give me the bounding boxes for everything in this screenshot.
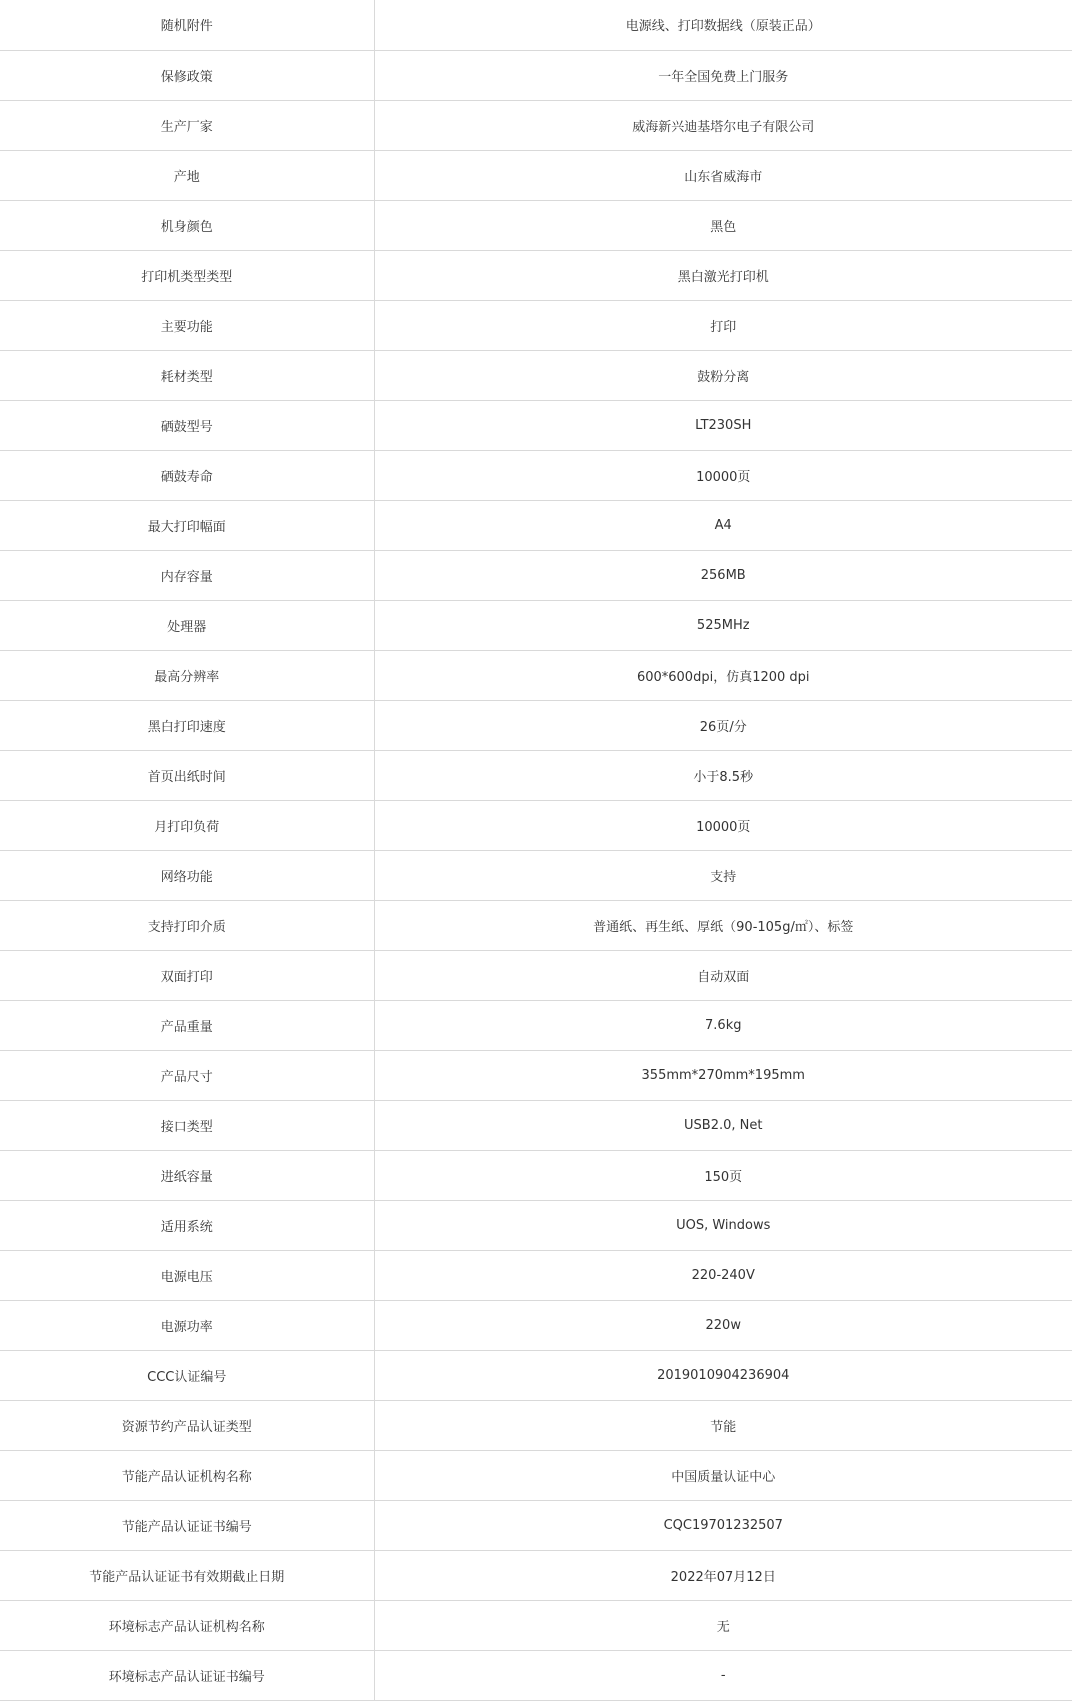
table-row [0,950,1072,1000]
table-row [0,500,1072,550]
spec-value-cell: 中国质量认证中心 [374,1450,1072,1500]
spec-value-cell: 10000页 [374,800,1072,850]
spec-value-cell: 150页 [374,1150,1072,1200]
table-row [0,650,1072,700]
table-row [0,1400,1072,1450]
spec-value-cell: 威海新兴迪基塔尔电子有限公司 [374,100,1072,150]
table-row [0,1250,1072,1300]
spec-name-cell: 电源功率 [0,1300,374,1350]
spec-name-cell: 最高分辨率 [0,650,374,700]
table-row [0,350,1072,400]
table-row [0,50,1072,100]
spec-value-cell: 节能 [374,1400,1072,1450]
spec-name-cell: 月打印负荷 [0,800,374,850]
spec-name-cell: 硒鼓型号 [0,400,374,450]
spec-name-cell: 处理器 [0,600,374,650]
table-row [0,200,1072,250]
spec-name-cell: 节能产品认证机构名称 [0,1450,374,1500]
spec-value-cell: 220-240V [374,1250,1072,1300]
spec-name-cell: 耗材类型 [0,350,374,400]
spec-value-cell: 山东省威海市 [374,150,1072,200]
spec-name-cell: CCC认证编号 [0,1350,374,1400]
spec-value-cell: A4 [374,500,1072,550]
table-row [0,750,1072,800]
spec-name-cell: 保修政策 [0,50,374,100]
table-row [0,600,1072,650]
spec-value-cell: 7.6kg [374,1000,1072,1050]
table-row [0,400,1072,450]
spec-value-cell: 鼓粉分离 [374,350,1072,400]
table-row [0,1150,1072,1200]
spec-value-cell: 支持 [374,850,1072,900]
spec-value-cell: 自动双面 [374,950,1072,1000]
spec-value-cell: 黑色 [374,200,1072,250]
spec-value-cell: 电源线、打印数据线（原装正品） [374,0,1072,50]
spec-value-cell: 黑白激光打印机 [374,250,1072,300]
table-row [0,850,1072,900]
spec-value-cell: 355mm*270mm*195mm [374,1050,1072,1100]
spec-value-cell: LT230SH [374,400,1072,450]
spec-value-cell: 2019010904236904 [374,1350,1072,1400]
spec-name-cell: 主要功能 [0,300,374,350]
spec-value-cell: 10000页 [374,450,1072,500]
table-row [0,1050,1072,1100]
table-row [0,150,1072,200]
spec-name-cell: 产地 [0,150,374,200]
spec-value-cell: 小于8.5秒 [374,750,1072,800]
spec-value-cell: 256MB [374,550,1072,600]
spec-value-cell: USB2.0, Net [374,1100,1072,1150]
table-row [0,250,1072,300]
spec-name-cell: 电源电压 [0,1250,374,1300]
spec-value-cell: UOS, Windows [374,1200,1072,1250]
table-row [0,300,1072,350]
spec-value-cell: 无 [374,1600,1072,1650]
spec-value-cell: 600*600dpi，仿真1200 dpi [374,650,1072,700]
spec-name-cell: 黑白打印速度 [0,700,374,750]
spec-name-cell: 网络功能 [0,850,374,900]
table-row [0,1100,1072,1150]
spec-name-cell: 打印机类型类型 [0,250,374,300]
table-row [0,700,1072,750]
spec-value-cell: CQC19701232507 [374,1500,1072,1550]
spec-value-cell: 525MHz [374,600,1072,650]
table-row [0,1000,1072,1050]
spec-name-cell: 生产厂家 [0,100,374,150]
spec-value-cell: 2022年07月12日 [374,1550,1072,1600]
spec-name-cell: 节能产品认证证书有效期截止日期 [0,1550,374,1600]
table-row [0,450,1072,500]
spec-value-cell: 普通纸、再生纸、厚纸（90-105g/㎡）、标签 [374,900,1072,950]
table-row [0,1550,1072,1600]
table-row [0,1350,1072,1400]
spec-value-cell: - [374,1650,1072,1700]
spec-value-cell: 打印 [374,300,1072,350]
spec-name-cell: 产品尺寸 [0,1050,374,1100]
table-row [0,550,1072,600]
spec-name-cell: 支持打印介质 [0,900,374,950]
table-row [0,0,1072,50]
table-row [0,800,1072,850]
spec-name-cell: 产品重量 [0,1000,374,1050]
spec-name-cell: 双面打印 [0,950,374,1000]
spec-name-cell: 随机附件 [0,0,374,50]
spec-name-cell: 进纸容量 [0,1150,374,1200]
spec-name-cell: 最大打印幅面 [0,500,374,550]
spec-name-cell: 节能产品认证证书编号 [0,1500,374,1550]
table-row [0,100,1072,150]
spec-value-cell: 220w [374,1300,1072,1350]
spec-value-cell: 26页/分 [374,700,1072,750]
spec-name-cell: 内存容量 [0,550,374,600]
spec-name-cell: 环境标志产品认证证书编号 [0,1650,374,1700]
table-row [0,900,1072,950]
spec-name-cell: 硒鼓寿命 [0,450,374,500]
table-row [0,1650,1072,1700]
table-row [0,1450,1072,1500]
table-row [0,1500,1072,1550]
spec-name-cell: 环境标志产品认证机构名称 [0,1600,374,1650]
spec-name-cell: 接口类型 [0,1100,374,1150]
table-row [0,1200,1072,1250]
spec-name-cell: 资源节约产品认证类型 [0,1400,374,1450]
spec-name-cell: 首页出纸时间 [0,750,374,800]
table-row [0,1600,1072,1650]
spec-name-cell: 机身颜色 [0,200,374,250]
spec-name-cell: 适用系统 [0,1200,374,1250]
table-row [0,1300,1072,1350]
spec-value-cell: 一年全国免费上门服务 [374,50,1072,100]
